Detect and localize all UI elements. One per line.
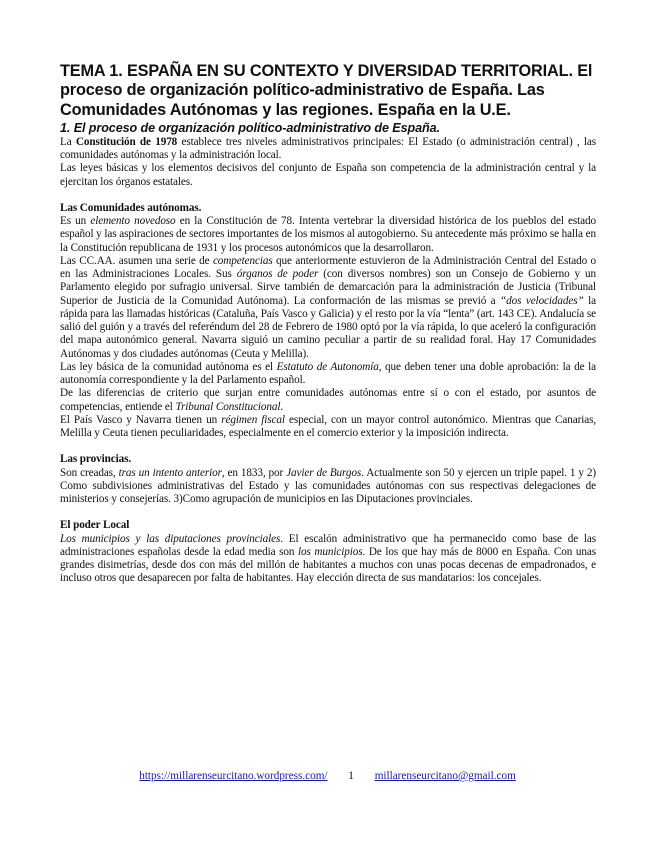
italic-run: elemento novedoso	[90, 215, 176, 228]
paragraph-poder-local	[60, 533, 596, 586]
section-heading-provincias: Las provincias.	[60, 453, 132, 466]
italic-run: competencias	[212, 254, 273, 267]
text-run: El País Vasco y Navarra tienen un	[60, 413, 222, 426]
text-run: , en 1833, por	[221, 466, 287, 479]
text-run: , que deben tener una doble aprobación: la de la autonomía correspondiente y la del Parlamento español.	[60, 360, 596, 387]
section-heading-proceso: 1. El proceso de organización político-administrativo de España.	[60, 120, 440, 135]
italic-run: Estatuto de Autonomía	[276, 360, 379, 373]
text-run: especial, con un mayor control autonómico. Mientras que Canarias, Melilla y Ceuta tienen peculiaridades, especialmente en el comercio exterior y la imposición indirecta.	[60, 413, 597, 440]
paragraph-ccaa-tribunal	[60, 387, 596, 414]
text-run: La	[60, 135, 76, 148]
text-run: que anteriormente estuvieron de la Administración Central del Estado o en las Administraciones Locales. Sus	[60, 254, 596, 281]
text-run: la rápida para las llamadas históricas (Cataluña, País Vasco y Galicia) y el resto por la vía “lenta” (art. 143 CE). Andalucía se salió del guión y a través del referéndum del 28 de Febrero de 1980 optó por la vía rápida, lo que aceleró la configuración del mapa autonómico general. Navarra siguió un camino peculiar a partir de su realidad foral. Hay 17 Comunidades Autónomas y dos ciudades autónomas (Ceuta y Melilla).	[60, 294, 596, 360]
italic-run: régimen fiscal	[221, 413, 285, 426]
text-run: Es un	[60, 215, 91, 228]
italic-run: Javier de Burgos	[286, 466, 362, 479]
page-number: 1	[348, 770, 354, 782]
text-run: en la Constitución de 78. Intenta vertebrar la diversidad histórica de los pueblos del estado español y las aspiraciones de sectores importantes de los mismos al autogobierno. Su antecedente más próximo se halla en la Constitución republicana de 1931 y los procesos autonómicos que la desarrollaron.	[60, 215, 596, 254]
bold-run-constitucion: Constitución de 1978	[75, 135, 178, 148]
paragraph-ccaa-origen	[60, 215, 596, 255]
text-run: .	[280, 400, 284, 413]
text-run: . El escalón administrativo que ha permanecido como base de las administraciones españolas desde la edad media son	[60, 532, 597, 558]
footer-blog-link[interactable]: https://millarenseurcitano.wordpress.com/	[139, 770, 328, 782]
paragraph-leyes-basicas: Las leyes básicas y los elementos decisivos del conjunto de España son competencia de la administración central y la ejercitan los órganos estatales.	[60, 162, 596, 188]
text-run: . De los que hay más de 8000 en España. Con unas grandes disimetrías, desde dos con más del millón de habitantes a muchos con unas pocas decenas de empadronados, e incluso otros que desaparecen por falta de habitantes. Hay elección directa de sus mandatarios: los concejales.	[60, 545, 596, 585]
italic-run: tras un intento anterior	[118, 466, 222, 479]
italic-run: “dos velocidades”	[500, 294, 584, 307]
text-run: Las ley básica de la comunidad autónoma es el	[60, 360, 277, 373]
section-heading-comunidades: Las Comunidades autónomas.	[60, 201, 202, 214]
footer-email-link[interactable]: millarenseurcitano@gmail.com	[374, 770, 516, 782]
page-footer	[0, 770, 655, 782]
text-run: Son creadas,	[60, 466, 119, 479]
italic-run: Tribunal Constitucional	[175, 400, 281, 413]
section-heading-poder-local: El poder Local	[60, 519, 130, 532]
paragraph-ccaa-fiscal	[60, 414, 596, 441]
paragraph-ccaa-estatuto	[60, 361, 596, 388]
text-run: Las CC.AA. asumen una serie de	[60, 254, 213, 267]
paragraph-ccaa-competencias	[60, 255, 596, 361]
paragraph-provincias	[60, 467, 596, 507]
document-title: TEMA 1. ESPAÑA EN SU CONTEXTO Y DIVERSIDAD TERRITORIAL. El proceso de organización político-administrativo de España. Las Comunidades Autónomas y las regiones. España en la U.E.	[60, 62, 593, 119]
text-run: De las diferencias de criterio que surjan entre comunidades autónomas entre sí o con el estado, por asuntos de competencias, entiende el	[60, 387, 596, 413]
text-run: (con diversos nombres) son un Consejo de Gobierno y un Parlamento elegido por sufragio universal. Sirve también de demarcación para la administración de Justicia (Tribunal Superior de Justicia de la Comunidad Autónoma). La conformación de las mismas se previó a	[60, 268, 597, 307]
document-body	[60, 62, 596, 586]
paragraph-constitucion	[60, 136, 596, 163]
text-run: . Actualmente son 50 y ejercen un triple papel. 1 y 2) Como subdivisiones administrativas del Estado y las comunidades autónomas con sus respectivas delegaciones de ministerios y consejerías. 3)Como agrupación de municipios en las Diputaciones provinciales.	[60, 466, 596, 506]
text-run: establece tres niveles administrativos principales: El Estado (o administración central) , las comunidades autónomas y la administración local.	[60, 135, 597, 162]
italic-run: órganos de poder	[236, 268, 319, 281]
italic-run: Los municipios y las diputaciones provinciales	[60, 532, 281, 545]
italic-run: los municipios	[298, 545, 363, 558]
